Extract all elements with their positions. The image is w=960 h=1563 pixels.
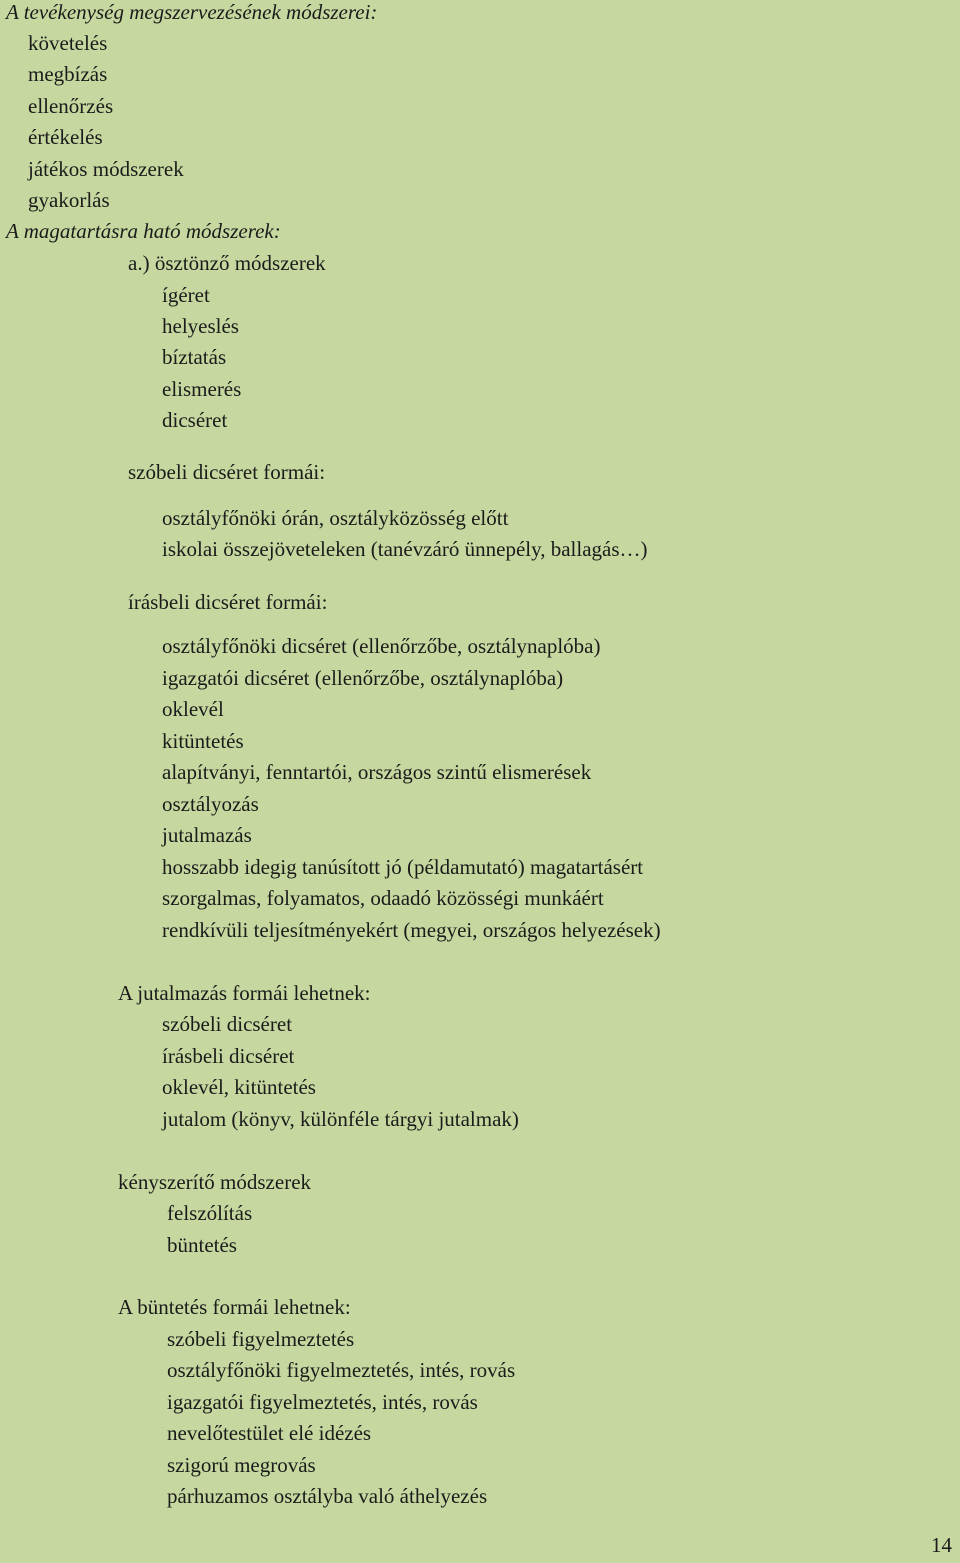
written-praise-item: alapítványi, fenntartói, országos szintű elismerések (162, 760, 592, 784)
motivating-item: helyeslés (162, 314, 239, 338)
coercive-heading: kényszerítő módszerek (118, 1170, 312, 1194)
punishment-item: szóbeli figyelmeztetés (167, 1327, 355, 1351)
method-item: értékelés (28, 125, 103, 149)
punishment-heading: A büntetés formái lehetnek: (118, 1295, 351, 1319)
methods-heading: A tevékenység megszervezésének módszerei: (6, 0, 378, 24)
method-item: játékos módszerek (28, 157, 184, 181)
method-item: megbízás (28, 62, 108, 86)
reward-item: szóbeli dicséret (162, 1012, 293, 1036)
motivating-heading: a.) ösztönző módszerek (128, 251, 326, 275)
written-praise-item: szorgalmas, folyamatos, odaadó közösségi munkáért (162, 886, 604, 910)
behavior-heading: A magatartásra ható módszerek: (6, 219, 281, 243)
punishment-item: nevelőtestület elé idézés (167, 1421, 372, 1445)
method-item: ellenőrzés (28, 94, 114, 118)
written-praise-item: igazgatói dicséret (ellenőrzőbe, osztálynaplóba) (162, 666, 564, 690)
written-praise-item: osztályozás (162, 792, 259, 816)
written-praise-item: jutalmazás (162, 823, 252, 847)
punishment-item: szigorú megrovás (167, 1453, 316, 1477)
method-item: gyakorlás (28, 188, 110, 212)
written-praise-heading: írásbeli dicséret formái: (128, 590, 328, 614)
motivating-item: dicséret (162, 408, 228, 432)
motivating-item: bíztatás (162, 345, 227, 369)
motivating-item: ígéret (162, 283, 210, 307)
coercive-item: felszólítás (167, 1201, 253, 1225)
oral-praise-heading: szóbeli dicséret formái: (128, 460, 326, 484)
reward-item: oklevél, kitüntetés (162, 1075, 316, 1099)
written-praise-item: hosszabb idegig tanúsított jó (példamutató) magatartásért (162, 855, 644, 879)
coercive-item: büntetés (167, 1233, 237, 1257)
punishment-item: igazgatói figyelmeztetés, intés, rovás (167, 1390, 478, 1414)
written-praise-item: osztályfőnöki dicséret (ellenőrzőbe, osztálynaplóba) (162, 634, 601, 658)
reward-item: jutalom (könyv, különféle tárgyi jutalmak) (162, 1107, 519, 1131)
reward-heading: A jutalmazás formái lehetnek: (118, 981, 371, 1005)
punishment-item: osztályfőnöki figyelmeztetés, intés, rovás (167, 1358, 516, 1382)
motivating-item: elismerés (162, 377, 242, 401)
reward-item: írásbeli dicséret (162, 1044, 295, 1068)
punishment-item: párhuzamos osztályba való áthelyezés (167, 1484, 488, 1508)
written-praise-item: rendkívüli teljesítményekért (megyei, országos helyezések) (162, 918, 661, 942)
page-number: 14 (931, 1533, 952, 1557)
oral-praise-item: iskolai összejöveteleken (tanévzáró ünnepély, ballagás…) (162, 537, 648, 561)
written-praise-item: oklevél (162, 697, 224, 721)
method-item: követelés (28, 31, 108, 55)
oral-praise-item: osztályfőnöki órán, osztályközösség előtt (162, 506, 509, 530)
written-praise-item: kitüntetés (162, 729, 244, 753)
